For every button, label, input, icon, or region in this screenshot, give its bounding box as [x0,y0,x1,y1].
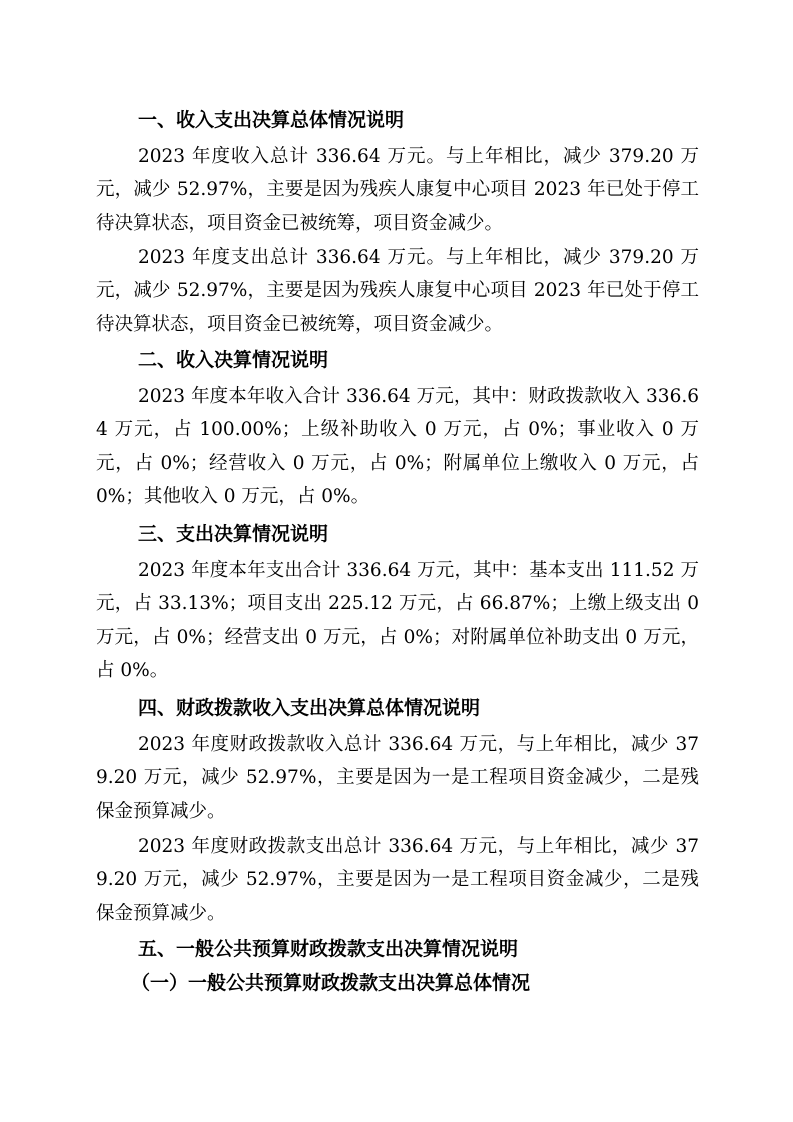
section-2-paragraph-1: 2023 年度本年收入合计 336.64 万元，其中：财政拨款收入 336.64 万元，占 100.00%；上级补助收入 0 万元，占 0%；事业收入 0 万元，占 0%；经营收入 0 万元，占 0%；附属单位上缴收入 0 万元，占 0%；其他收入 0 万元，占 0%。 [96,386,699,507]
section-5-heading: 五、一般公共预算财政拨款支出决算情况说明 [138,938,519,960]
section-1-paragraph-2: 2023 年度支出总计 336.64 万元。与上年相比，减少 379.20 万元，减少 52.97%，主要是因为残疾人康复中心项目 2023 年已处于停工待决算状态，项目资金已被统筹，项目资金减少。 [96,247,699,335]
section-4-heading: 四、财政拨款收入支出决算总体情况说明 [138,697,481,719]
section-1-heading: 一、收入支出决算总体情况说明 [138,109,405,131]
section-4-paragraph-1: 2023 年度财政拨款收入总计 336.64 万元，与上年相比，减少 379.20 万元，减少 52.97%，主要是因为一是工程项目资金减少，二是残保金预算减少。 [96,734,699,822]
section-5-subheading-1: （一）一般公共预算财政拨款支出决算总体情况 [131,972,531,994]
section-3-paragraph-1: 2023 年度本年支出合计 336.64 万元，其中：基本支出 111.52 万元，占 33.13%；项目支出 225.12 万元，占 66.87%；上缴上级支出 0 万元，占 0%；经营支出 0 万元，占 0%；对附属单位补助支出 0 万元，占 0%。 [96,560,699,681]
section-3-heading: 三、支出决算情况说明 [138,523,329,545]
section-2-heading: 二、收入决算情况说明 [138,349,329,371]
section-1-paragraph-1: 2023 年度收入总计 336.64 万元。与上年相比，减少 379.20 万元，减少 52.97%，主要是因为残疾人康复中心项目 2023 年已处于停工待决算状态，项目资金已被统筹，项目资金减少。 [96,146,699,234]
section-4-paragraph-2: 2023 年度财政拨款支出总计 336.64 万元，与上年相比，减少 379.20 万元，减少 52.97%，主要是因为一是工程项目资金减少，二是残保金预算减少。 [96,836,699,924]
